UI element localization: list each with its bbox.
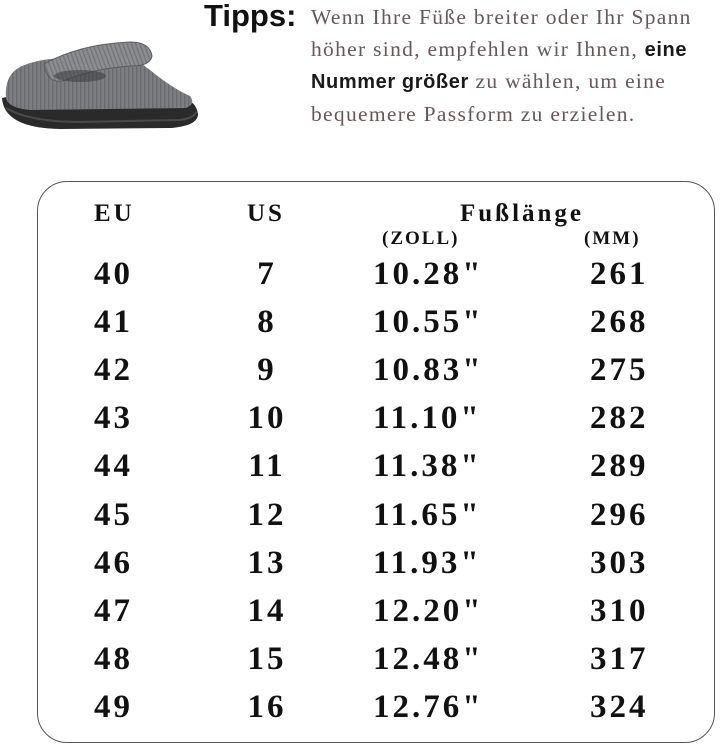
cell-eu: 41	[94, 304, 133, 340]
cell-eu: 42	[94, 352, 133, 388]
tipps-label: Tipps:	[204, 0, 297, 33]
cell-us: 14	[247, 593, 287, 629]
cell-mm: 324	[590, 689, 649, 725]
table-row	[0, 400, 720, 448]
cell-eu: 48	[94, 641, 133, 677]
cell-mm: 303	[590, 545, 649, 581]
cell-inch: 12.48"	[373, 641, 484, 677]
table-row	[0, 641, 720, 689]
tipps-text	[311, 2, 716, 130]
cell-inch: 11.65"	[373, 497, 482, 533]
cell-eu: 43	[94, 400, 133, 436]
cell-eu: 45	[94, 497, 133, 533]
table-row	[0, 689, 720, 737]
header-inch: (ZOLL)	[382, 228, 460, 249]
cell-inch: 12.20"	[373, 593, 484, 629]
header-foot-length: Fußlänge	[460, 200, 585, 227]
header-mm: (MM)	[584, 228, 641, 249]
cell-inch: 10.83"	[373, 352, 484, 388]
table-row	[0, 256, 720, 304]
cell-eu: 49	[94, 689, 133, 725]
slipper-image	[0, 36, 200, 132]
cell-eu: 46	[94, 545, 133, 581]
table-row	[0, 448, 720, 496]
table-row	[0, 304, 720, 352]
cell-us: 8	[257, 304, 277, 340]
cell-us: 15	[247, 641, 287, 677]
cell-us: 7	[257, 256, 277, 292]
cell-us: 11	[248, 448, 286, 484]
cell-mm: 275	[590, 352, 649, 388]
cell-inch: 11.93"	[373, 545, 482, 581]
cell-us: 16	[247, 689, 287, 725]
cell-eu: 47	[94, 593, 133, 629]
cell-eu: 40	[94, 256, 133, 292]
cell-mm: 282	[590, 400, 649, 436]
cell-us: 12	[247, 497, 287, 533]
table-row	[0, 545, 720, 593]
cell-mm: 296	[590, 497, 649, 533]
cell-eu: 44	[94, 448, 133, 484]
cell-mm: 310	[590, 593, 649, 629]
header-eu: EU	[94, 200, 135, 227]
cell-inch: 11.10"	[373, 400, 482, 436]
cell-mm: 317	[590, 641, 649, 677]
tipps-text-bold: eine Nummer größer	[311, 38, 688, 93]
cell-us: 10	[247, 400, 287, 436]
cell-us: 13	[247, 545, 287, 581]
header-us: US	[247, 200, 285, 227]
cell-inch: 12.76"	[373, 689, 484, 725]
cell-mm: 268	[590, 304, 649, 340]
table-row	[0, 593, 720, 641]
tipps-text-before: Wenn Ihre Füße breiter oder Ihr Spann höher sind, empfehlen wir Ihnen,	[311, 5, 692, 61]
tipps-text-after: zu wählen, um eine bequemere Passform zu erzielen.	[311, 69, 667, 126]
cell-mm: 261	[590, 256, 649, 292]
cell-us: 9	[257, 352, 277, 388]
cell-inch: 11.38"	[373, 448, 482, 484]
table-row	[0, 352, 720, 400]
cell-inch: 10.55"	[373, 304, 484, 340]
cell-inch: 10.28"	[373, 256, 484, 292]
table-row	[0, 497, 720, 545]
cell-mm: 289	[590, 448, 649, 484]
